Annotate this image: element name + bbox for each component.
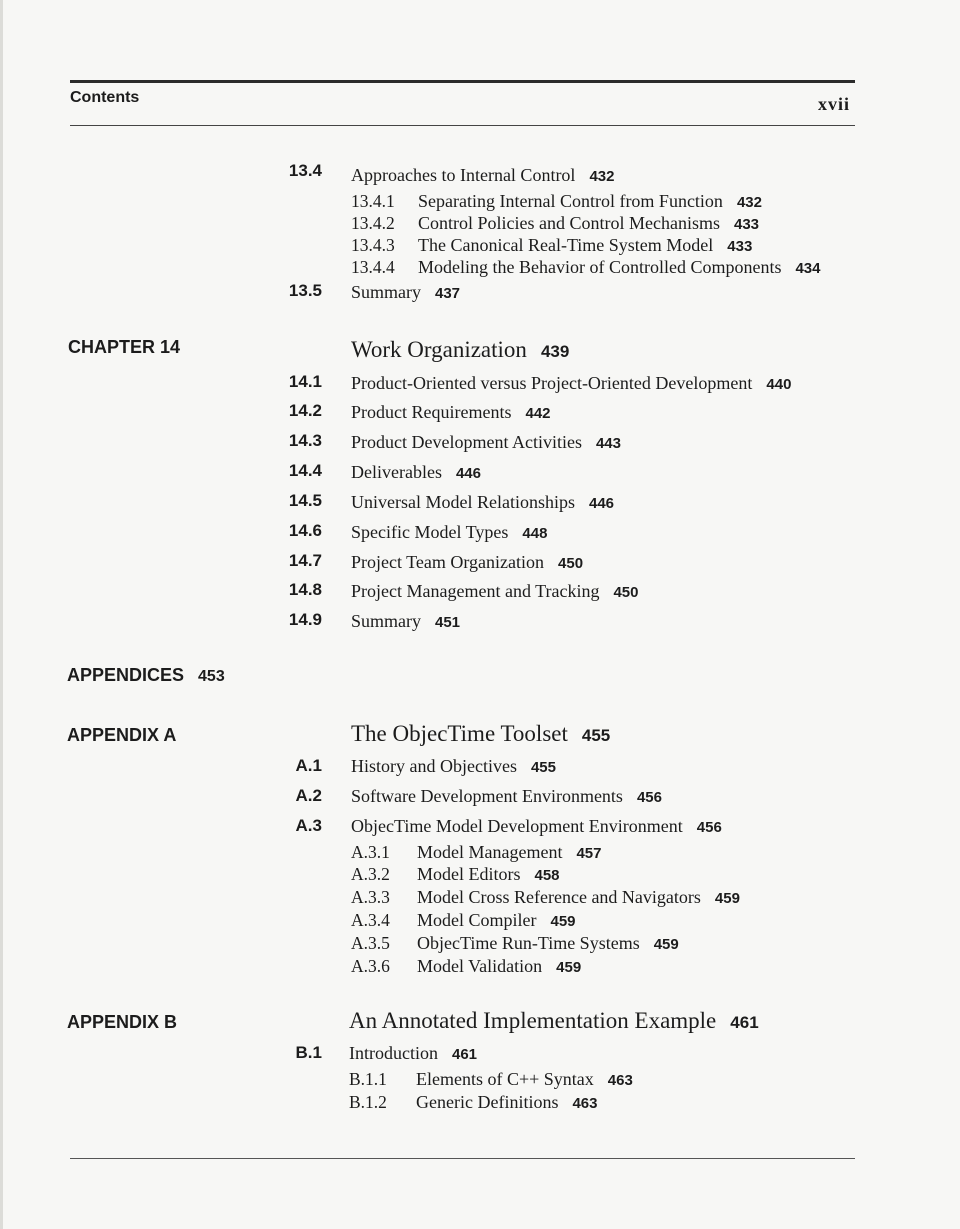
toc-entry-14-1 [351,373,791,394]
toc-entry-a-3-4 [351,910,576,931]
subsection-number: A.3.5 [351,933,390,953]
page-number: 459 [714,890,740,907]
page-number: 461 [451,1046,478,1063]
chapter-label: CHAPTER 14 [68,337,181,357]
section-number: 14.5 [288,491,322,510]
page-number: 440 [766,376,792,393]
toc-entry-13-4-4 [351,257,821,278]
toc-entry-a-3-6 [351,956,581,977]
section-number: 14.7 [288,551,322,570]
toc-entry-14-9 [351,611,460,632]
toc-entry-14-2 [351,402,551,423]
section-number: 14.6 [288,521,322,540]
section-title: Approaches to Internal Control [351,165,576,185]
subsection-number: 13.4.1 [351,191,395,211]
page-number: 432 [589,168,615,185]
page-number: 459 [556,959,582,976]
page-number: 455 [530,759,556,776]
subsection-number: A.3.2 [351,864,390,884]
toc-entry-b-1 [349,1043,477,1064]
appendix-label: APPENDIX A [67,725,177,745]
page-number: 432 [736,194,762,211]
subsection-number: 13.4.3 [351,235,395,255]
subsection-title: Model Validation [417,956,543,976]
page-number: 463 [607,1072,633,1089]
section-title: Introduction [349,1043,438,1063]
page-number: 458 [534,867,560,884]
subsection-title: Model Cross Reference and Navigators [417,887,701,907]
page-number: 451 [435,614,461,631]
section-number: A.3 [295,816,322,835]
section-title: Software Development Environments [351,786,623,806]
toc-entry-14-6 [351,522,547,543]
page-number: 434 [795,260,821,277]
toc-entry-13-4-2 [351,213,759,234]
section-title: History and Objectives [351,756,517,776]
toc-entry-14-8 [351,581,638,602]
page-number: 456 [696,819,722,836]
section-number: 14.3 [288,431,322,450]
subsection-number: 13.4.2 [351,213,395,233]
toc-entry-14-5 [351,492,614,513]
section-title: Product Development Activities [351,432,582,452]
subsection-title: Model Editors [417,864,521,884]
subsection-number: A.3.3 [351,887,390,907]
appendix-heading [349,1008,759,1034]
toc-entry-14-3 [351,432,621,453]
section-title: Summary [351,282,421,302]
toc-entry-a-3 [351,816,722,837]
toc-entry-a-3-5 [351,933,679,954]
page-number: 461 [730,1013,759,1032]
subsection-number: B.1.1 [349,1069,387,1089]
appendix-title: An Annotated Implementation Example [349,1008,717,1033]
section-title: Product Requirements [351,402,512,422]
section-number: 14.1 [288,372,322,391]
section-number: 14.8 [288,580,322,599]
chapter-heading [351,337,569,363]
page-number: 437 [435,285,461,302]
page-number: 463 [572,1095,598,1112]
section-number: 14.9 [288,610,322,629]
page-number: 459 [550,913,576,930]
toc-entry-13-4-3 [351,235,752,256]
running-header-title: Contents [70,89,140,106]
section-number: 13.5 [288,281,322,300]
section-title: ObjecTime Model Development Environment [351,816,683,836]
section-number: 14.2 [288,401,322,420]
subsection-title: ObjecTime Run-Time Systems [417,933,640,953]
page-number: 450 [558,555,584,572]
section-title: Product-Oriented versus Project-Oriented Development [351,373,753,393]
page-number: 433 [727,238,753,255]
page-number: 443 [595,435,621,452]
page-number: 446 [455,465,481,482]
toc-entry-b-1-1 [349,1069,633,1090]
subsection-number: A.3.4 [351,910,390,930]
subsection-title: Elements of C++ Syntax [416,1069,594,1089]
section-title: Project Team Organization [351,552,545,572]
subsection-title: Separating Internal Control from Function [418,191,723,211]
subsection-title: Model Management [417,842,563,862]
page-number: 446 [588,495,615,512]
toc-entry-13-4 [351,165,614,186]
toc-entry-a-1 [351,756,556,777]
section-number: 13.4 [288,161,322,180]
toc-entry-a-3-3 [351,887,740,908]
page-number: 442 [525,405,551,422]
toc-entry-14-4 [351,462,481,483]
subsection-number: A.3.1 [351,842,390,862]
section-number: B.1 [295,1043,322,1062]
appendices-heading [67,665,225,686]
page-number: 450 [613,584,639,601]
page-number: 453 [198,668,225,685]
appendix-heading [351,721,610,747]
subsection-number: 13.4.4 [351,257,395,277]
page-number: 433 [733,216,760,233]
section-title: Summary [351,611,421,631]
toc-entry-a-3-2 [351,864,560,885]
section-number: A.2 [295,786,322,805]
page-number: 448 [522,525,548,542]
page-edge [0,0,3,1229]
page-number-roman: xvii [818,94,851,114]
subsection-number: B.1.2 [349,1092,387,1112]
subsection-title: Control Policies and Control Mechanisms [418,213,720,233]
page-number: 457 [576,845,602,862]
section-title: Universal Model Relationships [351,492,575,512]
subsection-title: Model Compiler [417,910,537,930]
section-number: 14.4 [288,461,322,480]
page-number: 455 [581,726,611,745]
header-rule-thin [70,125,855,126]
toc-entry-a-3-1 [351,842,602,863]
appendices-label: APPENDICES [67,665,185,685]
footer-rule [70,1158,855,1159]
subsection-number: A.3.6 [351,956,390,976]
page-number: 439 [540,342,570,361]
subsection-title: Modeling the Behavior of Controlled Components [418,257,782,277]
toc-entry-a-2 [351,786,662,807]
header-rule-thick [70,80,855,83]
page-number: 459 [653,936,679,953]
section-title: Specific Model Types [351,522,509,542]
section-number: A.1 [295,756,322,775]
toc-entry-13-5 [351,282,460,303]
subsection-title: Generic Definitions [416,1092,559,1112]
appendix-title: The ObjecTime Toolset [351,721,568,746]
subsection-title: The Canonical Real-Time System Model [418,235,714,255]
toc-entry-14-7 [351,552,583,573]
appendix-label: APPENDIX B [67,1012,178,1032]
page-number: 456 [636,789,662,806]
chapter-title: Work Organization [351,337,527,362]
toc-entry-b-1-2 [349,1092,597,1113]
section-title: Deliverables [351,462,442,482]
toc-entry-13-4-1 [351,191,762,212]
section-title: Project Management and Tracking [351,581,600,601]
